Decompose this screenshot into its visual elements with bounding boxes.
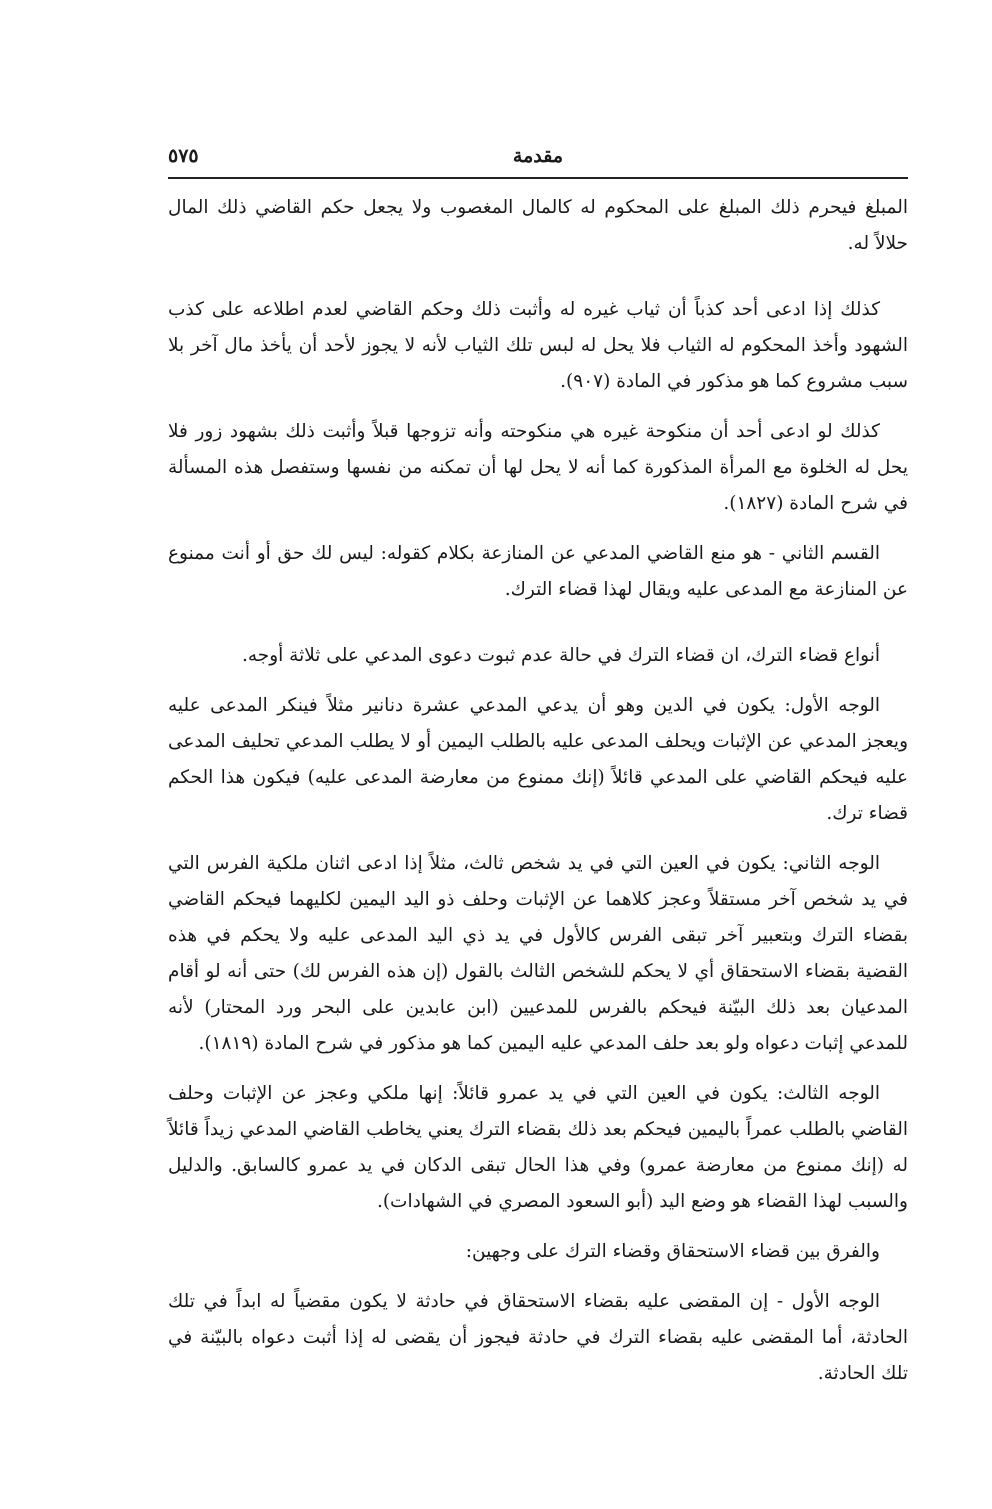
paragraph: والفرق بين قضاء الاستحقاق وقضاء الترك على وجهين: xyxy=(465,1241,880,1262)
page-body xyxy=(168,190,908,1392)
page-title: مقدمة xyxy=(512,145,564,167)
paragraph: القسم الثاني - هو منع القاضي المدعي عن المنازعة بكلام كقوله: ليس لك حق أو أنت ممنوع عن المنازعة مع المدعى عليه ويقال لهذا قضاء الترك. xyxy=(168,543,908,600)
paragraph: الوجه الأول: يكون في الدين وهو أن يدعي المدعي عشرة دنانير مثلاً فينكر المدعى عليه ويعجز المدعي عن الإثبات ويحلف المدعى عليه بالطلب اليمين أو لا يطلب المدعي تحليف المدعى عليه فيحكم القاضي على المدعي قائلاً (إنك ممنوع من معارضة المدعى عليه) فيكون هذا الحكم قضاء ترك. xyxy=(168,695,908,824)
paragraph: كذلك لو ادعى أحد أن منكوحة غيره هي منكوحته وأنه تزوجها قبلاً وأثبت ذلك بشهود زور فلا يحل له الخلوة مع المرأة المذكورة كما أنه لا يحل لها أن تمكنه من نفسها وستفصل هذه المسألة في شرح المادة (١٨٢٧). xyxy=(168,421,908,514)
page-number: ٥٧٥ xyxy=(168,145,199,167)
paragraph: كذلك إذا ادعى أحد كذباً أن ثياب غيره له وأثبت ذلك وحكم القاضي لعدم اطلاعه على كذب الشهود وأخذ المحكوم له الثياب فلا يحل له لبس تلك الثياب لأنه لا يجوز لأحد أن يأخذ مال آخر بلا سبب مشروع كما هو مذكور في المادة (٩٠٧). xyxy=(168,299,908,392)
paragraph-continuation: المبلغ فيحرم ذلك المبلغ على المحكوم له كالمال المغصوب ولا يجعل حكم القاضي ذلك المال حلالاً له. xyxy=(168,197,908,254)
paragraph: الوجه الأول - إن المقضى عليه بقضاء الاستحقاق في حادثة لا يكون مقضياً له ابداً في تلك الحادثة، أما المقضى عليه بقضاء الترك في حادثة فيجوز أن يقضى له إذا أثبت دعواه بالبيّنة في تلك الحادثة. xyxy=(168,1291,908,1384)
page-header xyxy=(168,143,908,179)
paragraph: الوجه الثاني: يكون في العين التي في يد شخص ثالث، مثلاً إذا ادعى اثنان ملكية الفرس التي في يد شخص آخر مستقلاً وعجز كلاهما عن الإثبات وحلف ذو اليد اليمين لكليهما فيحكم القاضي بقضاء الترك وبتعبير آخر تبقى الفرس كالأول في يد ذي اليد المدعى عليه ولا يحكم في هذه القضية بقضاء الاستحقاق أي لا يحكم للشخص الثالث بالقول (إن هذه الفرس لك) حتى أنه لو أقام المدعيان بعد ذلك البيّنة فيحكم بالفرس للمدعيين (ابن عابدين على البحر ورد المحتار) لأنه للمدعي إثبات دعواه ولو بعد حلف المدعي عليه اليمين كما هو مذكور في شرح المادة (١٨١٩). xyxy=(168,853,908,1054)
paragraph: الوجه الثالث: يكون في العين التي في يد عمرو قائلاً: إنها ملكي وعجز عن الإثبات وحلف القاضي بالطلب عمراً باليمين فيحكم بعد ذلك بقضاء الترك يعني يخاطب القاضي المدعي زيداً قائلاً له (إنك ممنوع من معارضة عمرو) وفي هذا الحال تبقى الدكان في يد عمرو كالسابق. والدليل والسبب لهذا القضاء هو وضع اليد (أبو السعود المصري في الشهادات). xyxy=(168,1083,908,1212)
paragraph: أنواع قضاء الترك، ان قضاء الترك في حالة عدم ثبوت دعوى المدعي على ثلاثة أوجه. xyxy=(241,645,880,666)
